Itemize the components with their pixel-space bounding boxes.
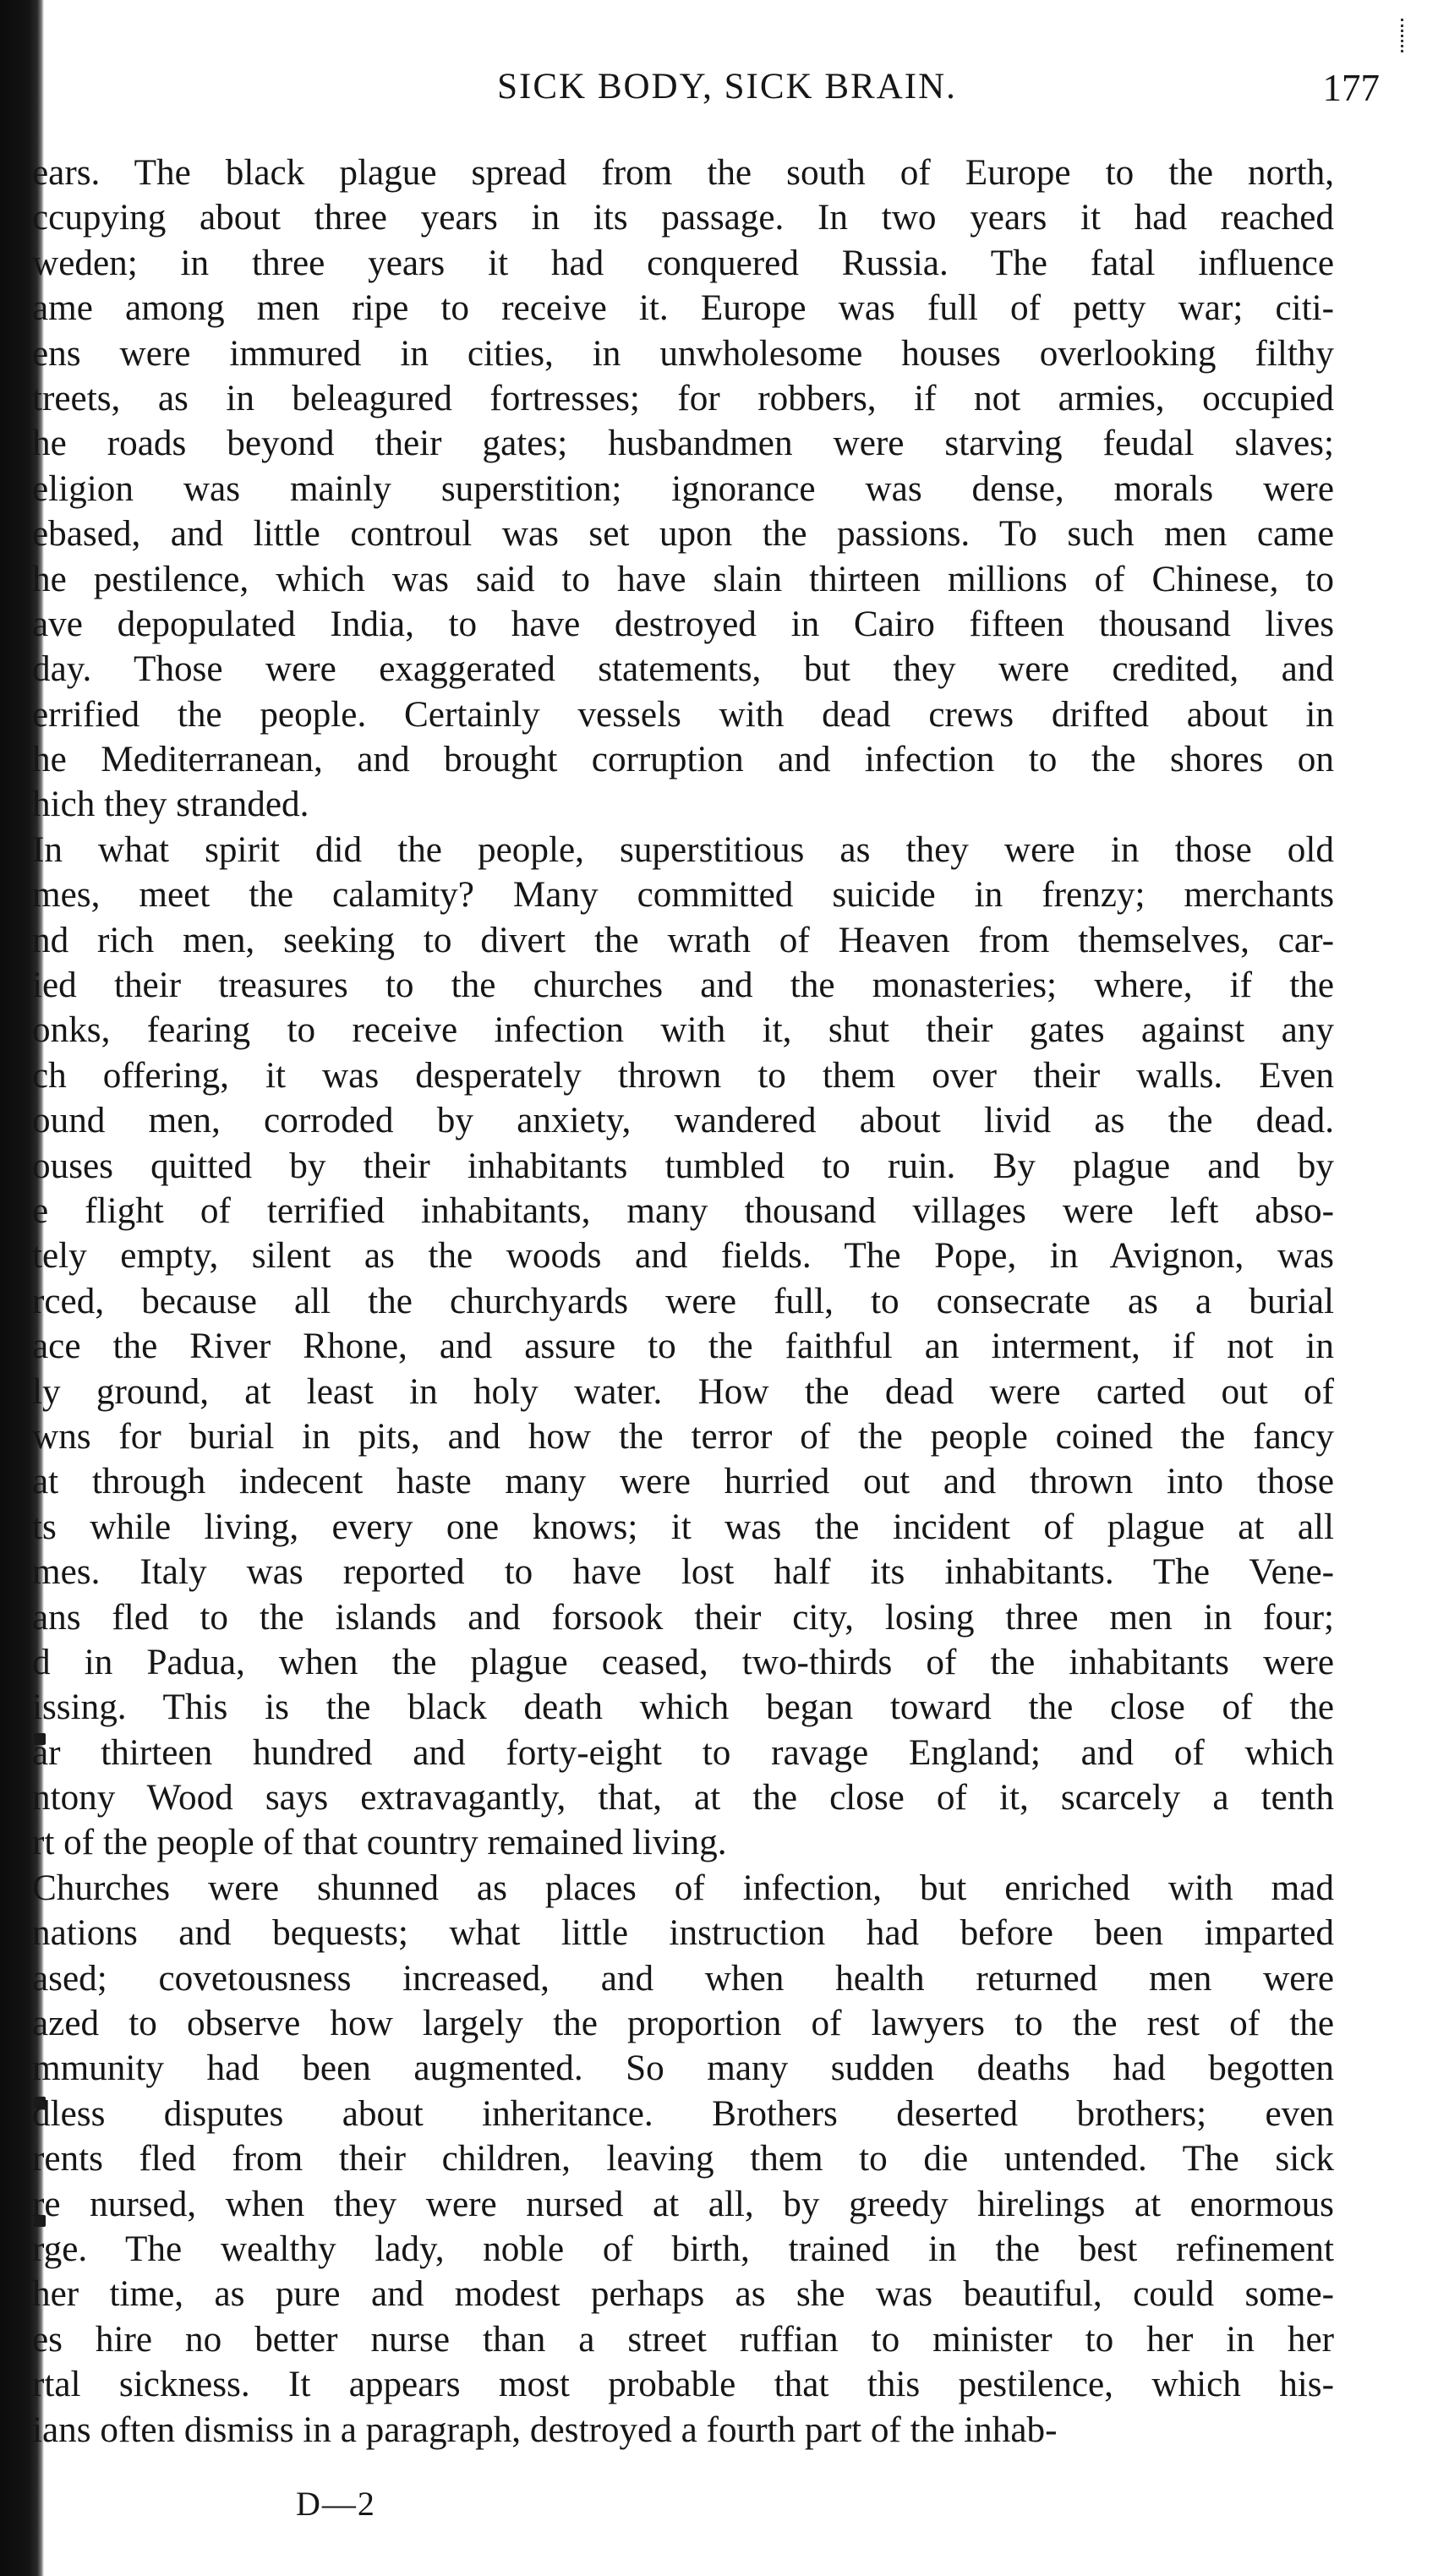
text-line: rge. The wealthy lady, noble of birth, trained in the best refinement: [32, 2229, 1334, 2269]
text-line: ound men, corroded by anxiety, wandered about livid as the dead.: [32, 1101, 1334, 1141]
text-line: her time, as pure and modest perhaps as she was beautiful, could some-: [32, 2274, 1334, 2315]
text-line: ave depopulated India, to have destroyed in Cairo fifteen thousand lives: [32, 604, 1334, 644]
text-line: ts while living, every one knows; it was the incident of plague at all: [32, 1507, 1334, 1547]
text-line: ntony Wood says extravagantly, that, at the close of it, scarcely a tenth: [32, 1778, 1334, 1819]
text-line: errified the people. Certainly vessels with dead crews drifted about in: [32, 694, 1334, 735]
text-line: hich they stranded.: [32, 785, 309, 825]
text-line: ians often dismiss in a paragraph, destroyed a fourth part of the inhab-: [32, 2409, 1058, 2450]
text-line: onks, fearing to receive infection with it, shut their gates against any: [32, 1010, 1334, 1051]
paragraph: [32, 1866, 1334, 2453]
text-line: ouses quitted by their inhabitants tumbled to ruin. By plague and by: [32, 1146, 1334, 1186]
text-line: Churches were shunned as places of infection, but enriched with mad: [32, 1868, 1334, 1908]
text-line: ens were immured in cities, in unwholesome houses overlooking filthy: [32, 333, 1334, 374]
text-line: treets, as in beleagured fortresses; for robbers, if not armies, occupied: [32, 378, 1334, 418]
text-line: rced, because all the churchyards were full, to consecrate as a burial: [32, 1281, 1334, 1321]
text-line: ied their treasures to the churches and the monasteries; where, if the: [32, 965, 1334, 1006]
text-line: tely empty, silent as the woods and fields. The Pope, in Avignon, was: [32, 1236, 1334, 1277]
text-line: eligion was mainly superstition; ignorance was dense, morals were: [32, 468, 1334, 509]
text-line: ch offering, it was desperately thrown to them over their walls. Even: [32, 1055, 1334, 1096]
text-line: ebased, and little controul was set upon the passions. To such men came: [32, 514, 1334, 555]
text-line: ears. The black plague spread from the south of Europe to the north,: [32, 153, 1334, 193]
signature-mark: D—2: [296, 2485, 376, 2523]
text-line: issing. This is the black death which began toward the close of the: [32, 1687, 1334, 1728]
text-line: day. Those were exaggerated statements, but they were credited, and: [32, 649, 1334, 690]
text-line: ly ground, at least in holy water. How the dead were carted out of: [32, 1371, 1334, 1412]
text-line: d in Padua, when the plague ceased, two-thirds of the inhabitants were: [32, 1642, 1334, 1682]
text-line: wns for burial in pits, and how the terror of the people coined the fancy: [32, 1416, 1334, 1457]
text-line: mes, meet the calamity? Many committed suicide in frenzy; merchants: [32, 875, 1334, 916]
text-line: rtal sickness. It appears most probable that this pestilence, which his-: [32, 2365, 1334, 2405]
paragraph: [32, 828, 1334, 1866]
text-line: he roads beyond their gates; husbandmen were starving feudal slaves;: [32, 424, 1334, 464]
text-line: e flight of terrified inhabitants, many thousand villages were left abso-: [32, 1190, 1334, 1231]
text-line: re nursed, when they were nursed at all, by greedy hirelings at enormous: [32, 2184, 1334, 2224]
text-line: ar thirteen hundred and forty-eight to ravage England; and of which: [32, 1732, 1334, 1773]
text-line: rents fled from their children, leaving them to die untended. The sick: [32, 2139, 1334, 2179]
text-line: he pestilence, which was said to have slain thirteen millions of Chinese, to: [32, 559, 1334, 599]
text-line: ame among men ripe to receive it. Europe was full of petty war; citi-: [32, 288, 1334, 329]
running-head: [51, 66, 1403, 125]
text-line: nd rich men, seeking to divert the wrath of Heaven from themselves, car-: [32, 920, 1334, 960]
text-line: azed to observe how largely the proportion of lawyers to the rest of the: [32, 2004, 1334, 2044]
text-line: ace the River Rhone, and assure to the faithful an interment, if not in: [32, 1326, 1334, 1367]
text-line: rt of the people of that country remained living.: [32, 1823, 727, 1863]
text-line: weden; in three years it had conquered Russia. The fatal influence: [32, 243, 1334, 283]
text-line: he Mediterranean, and brought corruption and infection to the shores on: [32, 740, 1334, 780]
body-text: [32, 150, 1334, 2453]
text-line: ans fled to the islands and forsook their city, losing three men in four;: [32, 1597, 1334, 1638]
text-line: nations and bequests; what little instruction had before been imparted: [32, 1913, 1334, 1954]
scan-speck: [1401, 19, 1407, 52]
text-line: ccupying about three years in its passage. In two years it had reached: [32, 198, 1334, 238]
paragraph: [32, 150, 1334, 828]
page-number: 177: [1322, 67, 1380, 109]
text-line: In what spirit did the people, superstitious as they were in those old: [32, 829, 1334, 870]
text-line: dless disputes about inheritance. Brothers deserted brothers; even: [32, 2093, 1334, 2134]
text-line: at through indecent haste many were hurried out and thrown into those: [32, 1462, 1334, 1502]
text-line: mes. Italy was reported to have lost half its inhabitants. The Vene-: [32, 1552, 1334, 1593]
page-title: SICK BODY, SICK BRAIN.: [497, 67, 957, 107]
text-line: ased; covetousness increased, and when health returned men were: [32, 1958, 1334, 1999]
text-line: es hire no better nurse than a street ruffian to minister to her in her: [32, 2319, 1334, 2360]
text-line: mmunity had been augmented. So many sudden deaths had begotten: [32, 2048, 1334, 2089]
